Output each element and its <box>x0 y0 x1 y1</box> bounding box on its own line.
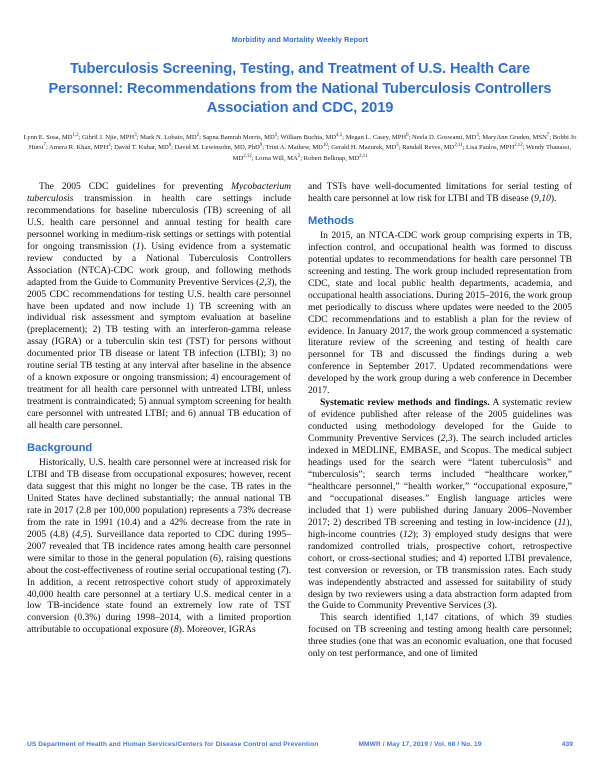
footer-page-number: 439 <box>561 741 573 748</box>
section-heading-methods: Methods <box>308 214 354 227</box>
page-footer <box>27 741 573 748</box>
author-list: Lynn E. Sosa, MD$^{1,2}$; Gibril J. Njie, MPH$^3$; Mark N. Lobato, $MD^2$; Sapna Bamrah Morris, $MD^3$; William Buchta, MD$^{4,5}$; Megan L. Casey, MPH$^6$; Neela D. Goswami, $MD^3$; MaryAnn Gruden, MSN$^7$; Bobbi Jo Hurst$^7$; Amera R. Khan, MPH$^3$; David T. Kuhar, $MD^8$; David M. Lewinsohn, MD, PhD$^9$; Trini A. Mathew, MD$^{10}$; Gerald H. Mazurek, $MD^3$; Randall Reves, MD$^{2,11}$; Lisa Paulos, MPH$^{2,12}$; Wendy Thanassi, MD$^{2,13}$; Lorna Will, $MA^2$; Robert Belknap, MD$^{2,11}$ <box>23 132 577 162</box>
body-columns <box>27 181 573 660</box>
background-paragraph: Historically, U.S. health care personnel were at increased risk for LTBI and TB disease from occupational exposures; however, recent data suggest that this might no longer be the case. TB rates in the United States have declined substantially; the annual national TB rate in 2017 (2.8 per 100,000 population) represents a 73% decrease from the rate in 1991 (10.4) and a 42% decrease from the rate in 2005 (4.8) (4,5). Surveillance data reported to CDC during 1995–2007 revealed that TB incidence rates among health care personnel were similar to those in the general population (6), raising questions about the cost-effectiveness of routine serial occupational testing (7). In addition, a recent retrospective cohort study of approximately 40,000 health care personnel at a tertiary U.S. medical center in a low TB-incidence state found an extremely low rate of TST conversion (0.3%) during 1998–2014, with a limited proportion attributable to occupational exposure (8). Moreover, IGRAs <box>27 457 291 636</box>
methods-paragraph: In 2015, an NTCA-CDC work group comprising experts in TB, infection control, and occupational health was formed to discuss potential updates to recommendations for health care personnel TB screening and testing. The work group included representation from CDC, state and local public health departments, academia, and occupational health associations. During 2015–2016, the work group met periodically to discuss where updates were needed to the 2005 CDC recommendations and to establish a plan for the review of evidence. In January 2017, the work group commenced a systematic literature review of the screening and testing of health care personnel for TB and discussed the findings during a web conference in September 2017. Updated recommendations were developed by the work group during a web conference in December 2017. <box>308 229 572 397</box>
footer-citation: MMWR / May 17, 2019 / Vol. 68 / No. 19 <box>358 741 482 748</box>
section-heading-background: Background <box>27 442 93 455</box>
right-column <box>308 181 572 660</box>
page-title: Tuberculosis Screening, Testing, and Treatment of U.S. Health Care Personnel: Recommendations from the National Tuberculosis Controllers Association and CDC, 2019 <box>48 61 552 116</box>
search-results-paragraph: This search identified 1,147 citations, of which 39 studies focused on TB screening and testing among health care personnel; three studies (one that was an economic evaluation, one that focused only on test performance, and one of limited <box>308 612 572 660</box>
systematic-review-paragraph: Systematic review methods and findings. A systematic review of evidence published after release of the 2005 guidelines was conducted using methodology developed for the Guide to Community Preventive Services (2,3). The search included articles indexed in MEDLINE, EMBASE, and Scopus. The medical subject headings used for the search were “latent tuberculosis” and “tuberculosis”; search terms included “healthcare worker,” “healthcare personnel,” “health worker,” “occupational exposure,” and “occupational diseases.” English language articles were included that 1) were published during January 2006–November 2017; 2) described TB screening and testing in low-incidence (11), high-income countries (12); 3) employed study designs that were randomized controlled trials, prospective cohort, retrospective cohort, or cross-sectional studies; and 4) reported LTBI prevalence, test conversion or reversion, or TB transmission rates. Each study was independently abstracted and assessed for suitability of study design by two reviewers using a data abstraction form adapted from the Guide to Community Preventive Services (3). <box>308 397 572 612</box>
summary-paragraph: The 2005 CDC guidelines for preventing Mycobacterium tuberculosis transmission in health care settings include recommendations for baseline tuberculosis (TB) screening of all U.S. health care personnel and annual testing for health care personnel working in medium-risk settings or settings with potential for ongoing transmission (1). Using evidence from a systematic review conducted by a National Tuberculosis Controllers Association (NTCA)-CDC work group, and following methods adapted from the Guide to Community Preventive Services (2,3), the 2005 CDC recommendations for testing U.S. health care personnel have been updated and now include 1) TB screening with an individual risk assessment and symptom evaluation at baseline (preplacement); 2) TB testing with an interferon-gamma release assay (IGRA) or a tuberculin skin test (TST) for persons without documented prior TB disease or latent TB infection (LTBI); 3) no routine serial TB testing at any interval after baseline in the absence of a known exposure or ongoing transmission; 4) encouragement of treatment for all health care personnel with untreated LTBI, unless treatment is contraindicated; 5) annual symptom screening for health care personnel with untreated LTBI; and 6) annual TB education of all health care personnel. <box>27 181 292 432</box>
running-head: Morbidity and Mortality Weekly Report <box>231 35 369 44</box>
left-column <box>27 181 291 660</box>
footer-agency: US Department of Health and Human Services/Centers for Disease Control and Prevention <box>27 741 319 748</box>
continued-paragraph: and TSTs have well-documented limitations for serial testing of health care personnel at low risk for LTBI and TB disease (9,10). <box>308 181 572 204</box>
